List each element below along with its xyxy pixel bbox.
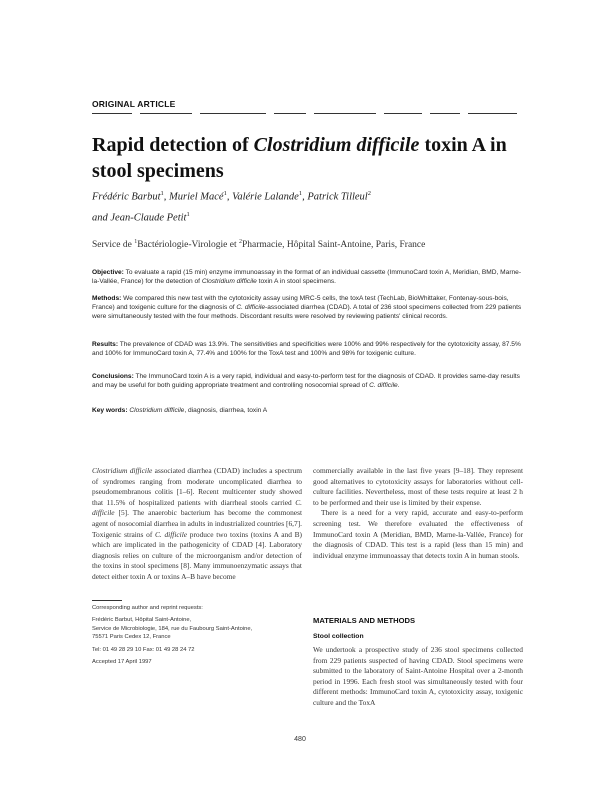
page-number: 480 [294, 736, 306, 743]
author: Valérie Lalande [232, 191, 299, 203]
section-heading-methods: MATERIALS AND METHODS [313, 616, 416, 625]
author: Muriel Macé [169, 191, 224, 203]
paragraph: Clostridium difficile associated diarrhea (CDAD) includes a spectrum of syndromes ranging from moderate uncomplicated diarrhea to pseudomembranous colitis [1–6]. Recent multicenter study showed that 11.5% of hospitalized patients with diarrheal stools carried C. difficile [5]. The anaerobic bacterium has become the commonest agent of nosocomial diarrhea in adults in industrialized countries [6,7]. Toxigenic strains of C. difficile produce two toxins (toxins A and B) which are implicated in the pathogenicity of CDAD [4]. Laboratory diagnosis relies on culture of the microorganism and/or detection of the toxins in stool specimens [8]. Many immunoenzymatic assays that detect either toxin A or toxins A–B have become [92, 466, 302, 581]
author: Patrick Tilleul [307, 191, 368, 203]
affiliation: Service de $^1$Bactériologie-Virologie et $^2$Pharmacie, Hôpital Saint-Antoine, Paris, France [92, 239, 426, 251]
abstract-methods: Methods: We compared this new test with the cytotoxicity assay using MRC-5 cells, the toxA test (TechLab, BioWhittaker, Fontenay-sous-bois, France) and toxigenic culture for the diagnosis of C. difficile-associated diarrhea (CDAD). A total of 236 stool specimens collected from 229 patients were simultaneously tested with the four methods. Discordant results were resolved by reviewing patients' clinical records. [92, 295, 522, 321]
body-right-column [313, 466, 523, 561]
body-left-column [92, 466, 302, 583]
author: Frédéric Barbut [92, 191, 161, 203]
section-label: ORIGINAL ARTICLE [92, 99, 176, 109]
article-title: Rapid detection of Clostridium difficile toxin A in stool specimens [92, 134, 507, 182]
abstract-results: Results: The prevalence of CDAD was 13.9%. The sensitivities and specificities were 100% and 99% respectively for the cytotoxicity assay, 87.5% and 100% for ImmunoCard toxin A, 77.4% and 100% for the ToxA test and 100% and 98% for toxigenic culture. [92, 341, 521, 358]
footnote-rule [92, 600, 122, 601]
title-organism: Clostridium difficile [253, 134, 420, 156]
author: Jean-Claude Petit [110, 212, 187, 223]
subsection-heading-stool: Stool collection [313, 633, 364, 640]
paragraph: We undertook a prospective study of 236 stool specimens collected from 229 patients suspected of having CDAD. Stool specimens were submitted to the laboratory of Saint-Antoine Hospital over a 2-month period in 1996. Each fresh stool was simultaneously tested with four different methods: ImmunoCard toxin A, cytotoxicity assay, toxigenic culture and the ToxA [313, 645, 523, 707]
header-rule [92, 113, 517, 114]
abstract-objective: Objective: To evaluate a rapid (15 min) enzyme immunoassay in the format of an individual cassette (ImmunoCard toxin A, Meridian, BMD, Marne-la-Vallée, France) for the detection of Clostridium difficile toxin A in stool specimens. [92, 269, 522, 286]
paragraph: There is a need for a very rapid, accurate and easy-to-perform screening test. We therefore evaluated the effectiveness of ImmunoCard toxin A (Meridian, BMD, Marne-la-Vallée, France) for the diagnosis of CDAD. This test is a rapid (less than 15 min) and individual enzyme immunoassay that detects toxin A in human stools. [313, 508, 523, 560]
abstract-keywords: Key words: Clostridium difficile, diagnosis, diarrhea, toxin A [92, 407, 268, 414]
author-list: Frédéric Barbut$^1$, Muriel Macé$^1$, Valérie Lalande$^1$, Patrick Tilleul$^2$ and Jean-Claude Petit$^1$ [92, 190, 371, 223]
paragraph: commercially available in the last five years [9–18]. They represent good alternatives to cytotoxicity assays for laboratories without cell-culture facilities. Nevertheless, most of these tests require at least 2 h to be performed and their use is limited by their expense. [313, 466, 523, 507]
abstract-conclusions: Conclusions: The ImmunoCard toxin A is a very rapid, individual and easy-to-perform test for the diagnosis of CDAD. It provides same-day results and may be useful for both guiding appropriate treatment and controlling nosocomial spread of C. difficile. [92, 373, 520, 390]
body-right-column-continued [313, 645, 523, 709]
correspondence-footnote: Corresponding author and reprint requests: Frédéric Barbut, Hôpital Saint-Antoine, Service de Microbiologie, 184, rue du Faubourg Saint-Antoine, 75571 Paris Cedex 12, France Tel: 01 49 28 29 10 Fax: 01 49 28 24 72 Accepted 17 April 1997 [92, 605, 253, 666]
